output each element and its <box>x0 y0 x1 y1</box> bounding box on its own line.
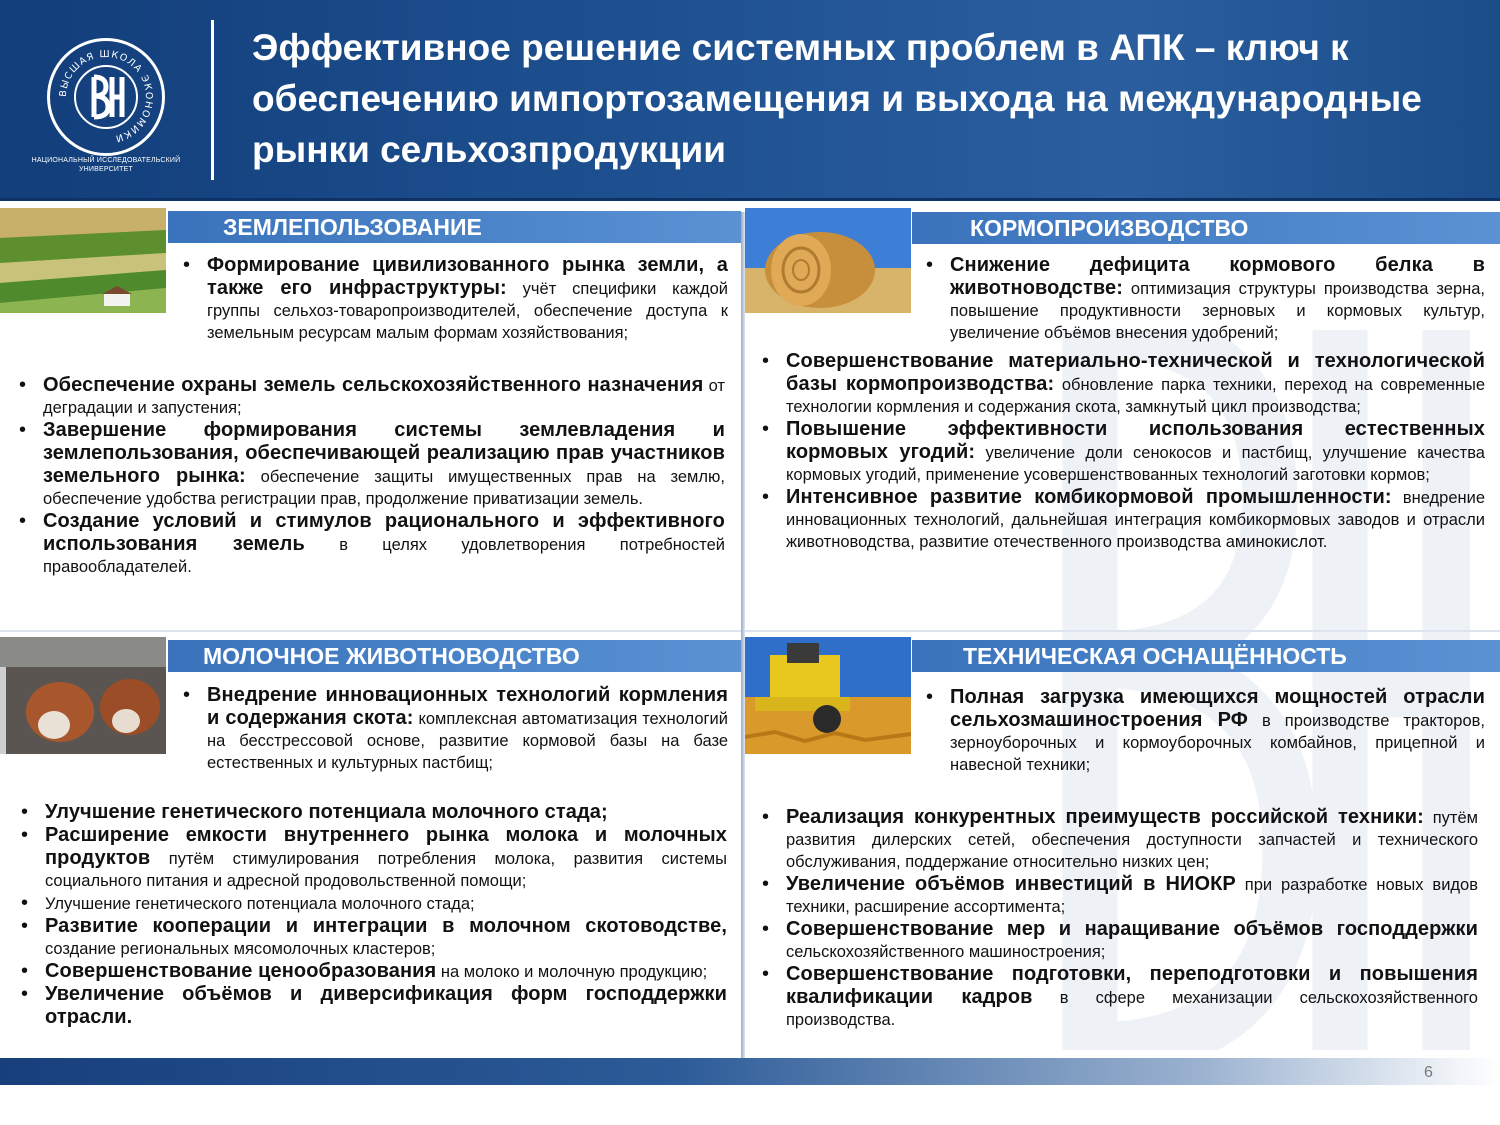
section-heading-tech <box>912 640 1500 672</box>
svg-text:ВЫСШАЯ ШКОЛА ЭКОНОМИКИ <box>58 49 154 144</box>
list-item <box>15 510 725 578</box>
tech-list <box>758 806 1478 1031</box>
item-bold: Обеспечение охраны земель сельскохозяйственного назначения <box>43 374 704 396</box>
hse-logo <box>47 38 165 156</box>
item-bold: Внедрение инновационных технологий кормления и содержания скота: <box>207 684 728 729</box>
item-text: учёт специфики каждой группы сельхоз-товаропроизводителей, обеспечение доступа к земельным ресурсам малым формам хозяйствования; <box>207 280 728 342</box>
header-divider <box>211 20 214 180</box>
section-heading-dairy <box>168 640 741 672</box>
land-list-top <box>179 254 728 344</box>
list-item <box>17 892 727 915</box>
photo-hay-bale <box>745 208 911 313</box>
list-item <box>17 915 727 960</box>
item-text: путём стимулирования потребления молока, развития системы социального питания и адресной продовольственной помощи; <box>45 850 727 890</box>
item-text: Улучшение генетического потенциала молочного стада; <box>45 895 475 913</box>
photo-cows <box>0 637 166 754</box>
tech-list-top <box>922 686 1485 776</box>
item-bold: Увеличение объёмов инвестиций в НИОКР <box>786 873 1236 895</box>
item-text: путём развития дилерских сетей, обеспечения доступности запчастей и технического обслуживания, поддержание относительно низких цен; <box>786 809 1478 871</box>
list-item <box>15 374 725 419</box>
item-bold: Завершение формирования системы землевладения и землепользования, обеспечивающей реализацию прав участников земельного рынка: <box>43 419 725 487</box>
page-title: Эффективное решение системных проблем в АПК – ключ к обеспечению импортозамещения и выхода на международные рынки сельхозпродукции <box>252 27 1422 170</box>
list-item <box>179 684 728 774</box>
section-heading-feed <box>912 212 1500 244</box>
item-bold: Повышение эффективности использования естественных кормовых угодий: <box>786 418 1485 463</box>
item-text: оптимизация структуры производства зерна, повышение продуктивности зерновых и кормовых культур, увеличение объёмов внесения удобрений; <box>950 280 1485 342</box>
item-bold: Расширение емкости внутреннего рынка молока и молочных продуктов <box>45 824 727 869</box>
item-text: от деградации и запустения; <box>43 377 725 417</box>
item-text: создание региональных мясомолочных кластеров; <box>45 940 436 958</box>
list-item <box>17 801 727 824</box>
footer-bar <box>0 1058 1500 1085</box>
list-item <box>758 486 1485 553</box>
row-divider-left <box>0 630 741 632</box>
item-bold: Совершенствование подготовки, переподготовки и повышения квалификации кадров <box>786 963 1478 1008</box>
list-item <box>758 350 1485 418</box>
item-bold: Совершенствование материально-технической и технологической базы кормопроизводства: <box>786 350 1485 395</box>
item-bold: Увеличение объёмов и диверсификация форм господдержки отрасли. <box>45 983 727 1028</box>
list-item <box>758 918 1478 963</box>
item-text: в сфере механизации сельскохозяйственного производства. <box>786 989 1478 1029</box>
item-bold: Улучшение генетического потенциала молочного стада; <box>45 801 608 823</box>
item-text: сельскохозяйственного машиностроения; <box>786 943 1106 961</box>
item-bold: Развитие кооперации и интеграции в молочном скотоводстве, <box>45 915 727 937</box>
logo-ring-text: ВЫСШАЯ ШКОЛА ЭКОНОМИКИ <box>57 48 155 145</box>
dairy-list-top <box>179 684 728 774</box>
item-bold: Совершенствование мер и наращивание объёмов господдержки <box>786 918 1478 940</box>
item-text: комплексная автоматизация технологий на бесстрессовой основе, развитие кормовой базы на базе естественных и культурных пастбищ; <box>207 710 728 772</box>
list-item <box>758 806 1478 873</box>
dairy-list <box>17 801 727 1029</box>
land-list <box>15 374 725 578</box>
list-item <box>17 824 727 892</box>
page-number: 6 <box>1424 1064 1433 1081</box>
item-text: в целях удовлетворения потребностей правообладателей. <box>43 536 726 576</box>
list-item <box>922 686 1485 776</box>
item-bold: Реализация конкурентных преимуществ российской техники: <box>786 806 1424 828</box>
list-item <box>922 254 1485 344</box>
column-divider <box>741 212 745 1060</box>
item-text: обновление парка техники, переход на современные технологии кормления и содержания скота, замкнутый цикл производства; <box>786 376 1485 416</box>
list-item <box>758 873 1478 918</box>
item-text: обеспечение защиты имущественных прав на землю, обеспечение удобства регистрации прав, продолжение приватизации земель. <box>43 468 725 508</box>
section-heading-land-label: ЗЕМЛЕПОЛЬЗОВАНИЕ <box>223 214 482 240</box>
item-bold: Формирование цивилизованного рынка земли, а также его инфраструктуры: <box>207 254 728 299</box>
section-heading-tech-label: ТЕХНИЧЕСКАЯ ОСНАЩЁННОСТЬ <box>963 643 1347 669</box>
item-text: при разработке новых видов техники, расширение ассортимента; <box>786 876 1478 916</box>
item-text: на молоко и молочную продукцию; <box>436 963 708 981</box>
list-item <box>15 419 725 510</box>
item-text: увеличение доли сенокосов и пастбищ, улучшение качества кормовых угодий, применение усовершенствованных технологий заготовки кормов; <box>786 444 1485 484</box>
list-item <box>179 254 728 344</box>
logo-caption: НАЦИОНАЛЬНЫЙ ИССЛЕДОВАТЕЛЬСКИЙ УНИВЕРСИТЕТ <box>31 157 181 173</box>
section-heading-feed-label: КОРМОПРОИЗВОДСТВО <box>970 215 1249 241</box>
photo-combine-harvester <box>745 637 911 754</box>
section-heading-dairy-label: МОЛОЧНОЕ ЖИВОТНОВОДСТВО <box>203 643 580 669</box>
item-text: в производстве тракторов, зерноуборочных и кормоуборочных комбайнов, прицепной и навесной техники; <box>950 712 1485 774</box>
item-bold: Интенсивное развитие комбикормовой промышленности: <box>786 486 1392 508</box>
item-bold: Полная загрузка имеющихся мощностей отрасли сельхозмашиностроения РФ <box>950 686 1485 731</box>
item-bold: Создание условий и стимулов рационального и эффективного использования земель <box>43 510 725 555</box>
feed-list-top <box>922 254 1485 344</box>
item-bold: Снижение дефицита кормового белка в животноводстве: <box>950 254 1485 299</box>
list-item <box>758 963 1478 1031</box>
section-heading-land <box>168 211 741 243</box>
list-item <box>17 983 727 1029</box>
header-banner <box>0 0 1500 201</box>
photo-farmland <box>0 208 166 313</box>
list-item <box>758 418 1485 486</box>
item-text: внедрение инновационных технологий, дальнейшая интеграция комбикормовых заводов и отрасли животноводства, развитие отечественного производства аминокислот. <box>786 489 1486 551</box>
feed-list <box>758 350 1485 553</box>
list-item <box>17 960 727 983</box>
item-bold: Совершенствование ценообразования <box>45 960 437 982</box>
row-divider-right <box>745 630 1500 632</box>
